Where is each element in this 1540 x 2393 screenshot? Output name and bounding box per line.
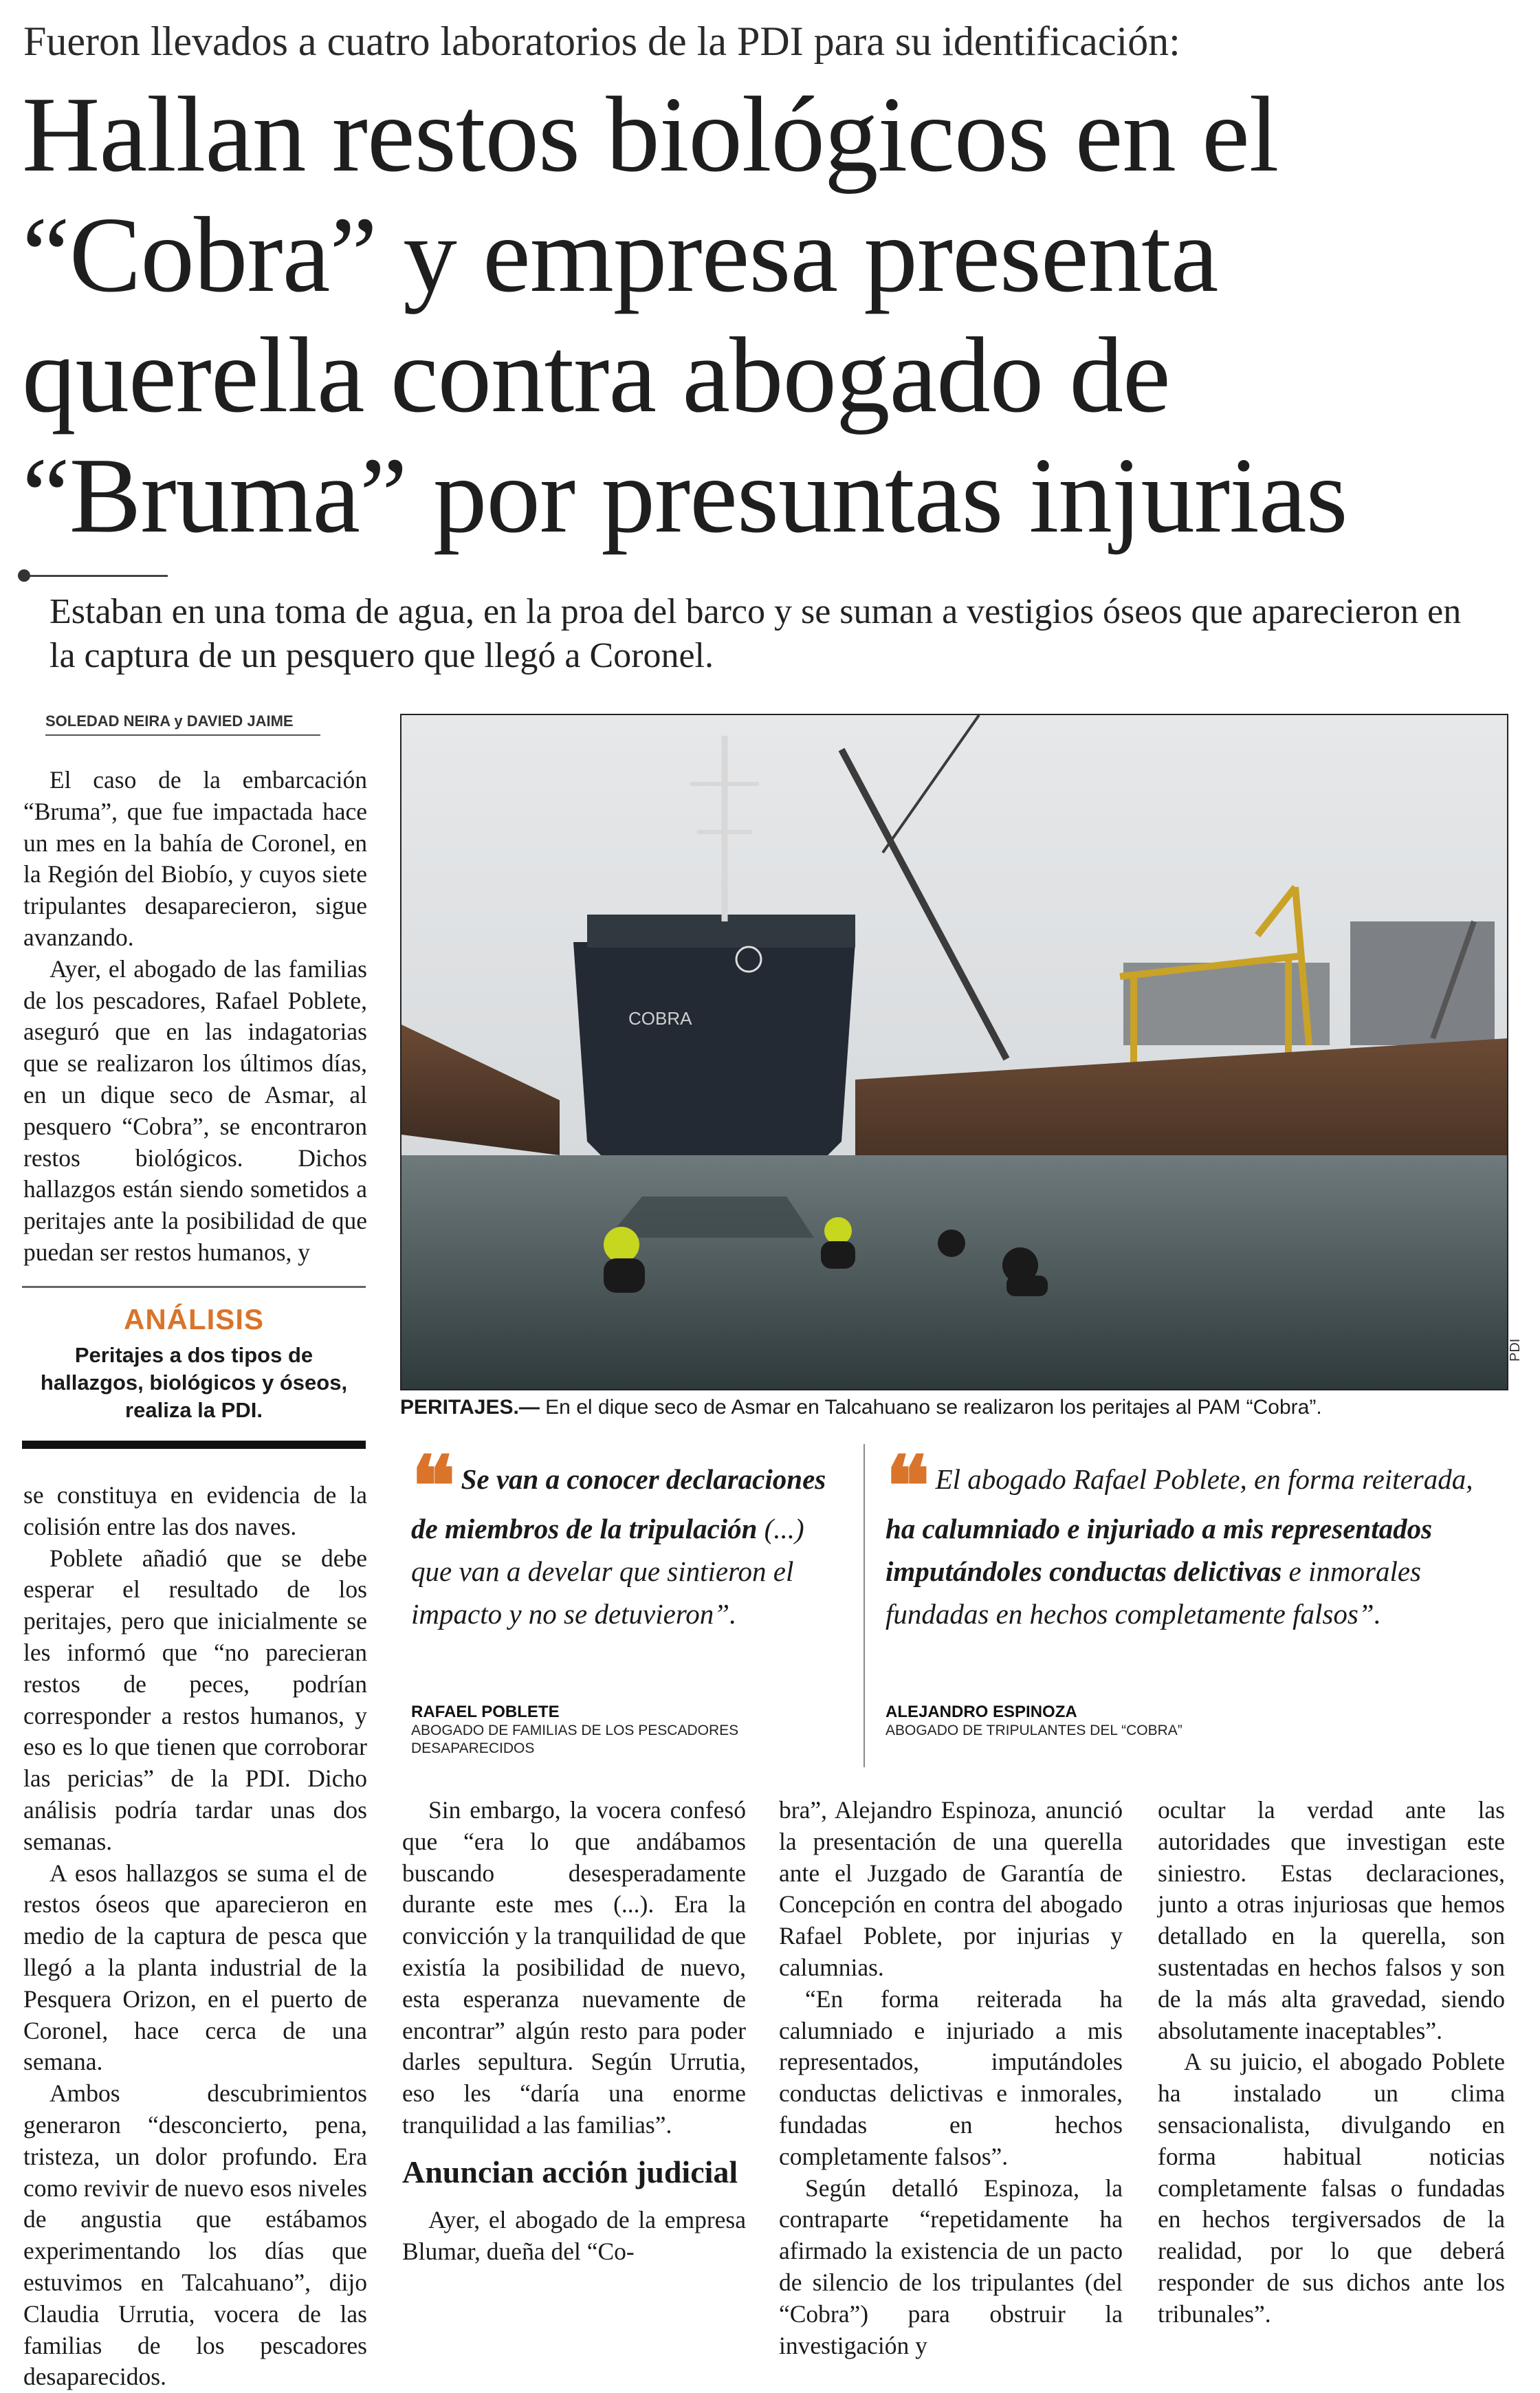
column-2: [402, 1795, 746, 2267]
subhead: Anuncian acción judicial: [402, 2154, 738, 2189]
quote-name: RAFAEL POBLETE: [411, 1703, 560, 1721]
column-1-bottom: [23, 1480, 367, 2393]
analysis-top-rule: [22, 1286, 366, 1288]
quote-bold: Se van a conocer declaraciones de miembros de la tripulación: [411, 1463, 826, 1544]
headline-rule: [23, 575, 168, 577]
column-1-top: [23, 765, 367, 1269]
quote-name: ALEJANDRO ESPINOZA: [886, 1703, 1077, 1721]
ship-name: COBRA: [628, 1008, 692, 1029]
photo-caption: [400, 1396, 1506, 1419]
quote-1-attribution: [411, 1703, 837, 1758]
pull-quote-2: [886, 1438, 1504, 1635]
analysis-label: ANÁLISIS: [123, 1303, 264, 1335]
quote-separator: [864, 1444, 865, 1767]
quote-text: (...) que van a develar que sintieron el impacto y no se detuvieron”.: [411, 1513, 804, 1630]
analysis-box: [22, 1286, 366, 1449]
drydock-photo-illustration: [402, 715, 1507, 1389]
quote-mark-icon: ❝: [886, 1438, 930, 1535]
deck: Estaban en una toma de agua, en la proa del barco y se suman a vestigios óseos que aparecieron en la captura de un pesquero que llegó a Coronel.: [50, 592, 1462, 675]
analysis-text: Peritajes a dos tipos de hallazgos, biológicos y óseos, realiza la PDI.: [40, 1343, 348, 1422]
caption-text: En el dique seco de Asmar en Talcahuano se realizaron los peritajes al PAM “Cobra”.: [545, 1396, 1322, 1419]
paragraph: se constituya en evidencia de la colisión entre las dos naves.: [23, 1481, 367, 1540]
paragraph: A esos hallazgos se suma el de restos óseos que aparecieron en medio de la captura de pesca que llegó a la planta industrial de la Pesquera Orizon, en el puerto de Coronel, hace cerca de una semana.: [23, 1859, 367, 2076]
quote-2-attribution: [886, 1703, 1504, 1740]
paragraph: Ayer, el abogado de las familias de los pescadores, Rafael Poblete, aseguró que en las indagatorias que se realizaron los últimos días, en un dique seco de Asmar, al pesquero “Cobra”, se encontraron restos biológicos. Dichos hallazgos están siendo sometidos a peritajes ante la posibilidad de que puedan ser restos humanos, y: [23, 954, 367, 1266]
news-photo: [400, 714, 1508, 1390]
paragraph: A su juicio, el abogado Poblete ha instalado un clima sensacionalista, divulgando en forma habitual noticias completamente falsas o fundadas en hechos tergiversados de la realidad, por lo que deberá responder de sus dichos ante los tribunales”.: [1158, 2048, 1505, 2328]
headline: Hallan restos biológicos en el “Cobra” y empresa presenta querella contra abogado de “Bruma” por presuntas injurias: [22, 74, 1348, 555]
byline: SOLEDAD NEIRA y DAVIED JAIME: [45, 712, 320, 736]
paragraph: ocultar la verdad ante las autoridades que investigan este siniestro. Estas declaraciones, junto a otras injuriosas que hemos detallado en la querella, son sustentadas en hechos falsos y son de la más alta gravedad, siendo absolutamente inaceptables”.: [1158, 1796, 1505, 2044]
paragraph: bra”, Alejandro Espinoza, anunció la presentación de una querella ante el Juzgado de Garantía de Concepción en contra del abogado Rafael Poblete, por injurias y calumnias.: [779, 1796, 1123, 1981]
kicker: Fueron llevados a cuatro laboratorios de la PDI para su identificación:: [23, 19, 1180, 64]
paragraph: Según detalló Espinoza, la contraparte “repetidamente ha afirmado la existencia de un pacto de silencio de los tripulantes (del “Cobra”) para obstruir la investigación y: [779, 2174, 1123, 2359]
paragraph: Sin embargo, la vocera confesó que “era lo que andábamos buscando desesperadamente durante este mes (...). Era la convicción y la tranquilidad de que existía la posibilidad de nuevo, esta esperanza nuevamente de encontrar” algún resto para poder darles sepultura. Según Urrutia, eso les “daría una enorme tranquilidad a las familias”.: [402, 1796, 746, 2139]
column-4: [1158, 1795, 1505, 2330]
analysis-bottom-rule: [22, 1441, 366, 1449]
paragraph: Poblete añadió que se debe esperar el resultado de los peritajes, pero que inicialmente se les informó que “no parecieran restos de peces, podrían corresponder a restos humanos, y eso es lo que tienen que corroborar las pericias” de la PDI. Dicho análisis podría tardar unas dos semanas.: [23, 1544, 367, 1855]
photo-credit: PDI: [1508, 1338, 1523, 1362]
quote-text: El abogado Rafael Poblete, en forma reiterada,: [935, 1463, 1473, 1495]
paragraph: Ambos descubrimientos generaron “desconcierto, pena, tristeza, un dolor profundo. Era como revivir de nuevo esos niveles de angustia que estábamos experimentando los días que estuvimos en Talcahuano”, dijo Claudia Urrutia, vocera de las familias de los pescadores desaparecidos.: [23, 2079, 367, 2391]
quote-text: e inmorales fundadas en hechos completamente falsos”.: [886, 1555, 1421, 1630]
paragraph: “En forma reiterada ha calumniado e injuriado a mis representados, imputándoles conductas delictivas e inmorales, fundadas en hechos completamente falsos”.: [779, 1985, 1123, 2170]
paragraph: El caso de la embarcación “Bruma”, que fue impactada hace un mes en la bahía de Coronel, en la Región del Biobío, y cuyos siete tripulantes desaparecieron, sigue avanzando.: [23, 766, 367, 951]
caption-label: PERITAJES.—: [400, 1396, 540, 1419]
column-3: [779, 1795, 1123, 2361]
quote-role: ABOGADO DE TRIPULANTES DEL “COBRA”: [886, 1723, 1182, 1738]
quote-role: ABOGADO DE FAMILIAS DE LOS PESCADORES DESAPARECIDOS: [411, 1723, 739, 1756]
bullet-dot-icon: [18, 569, 30, 582]
pull-quote-1: [411, 1438, 837, 1635]
quote-mark-icon: ❝: [411, 1438, 456, 1535]
paragraph: Ayer, el abogado de la empresa Blumar, dueña del “Co-: [402, 2205, 746, 2265]
quote-bold: ha calumniado e injuriado a mis representados imputándoles conductas delictivas: [886, 1513, 1433, 1587]
